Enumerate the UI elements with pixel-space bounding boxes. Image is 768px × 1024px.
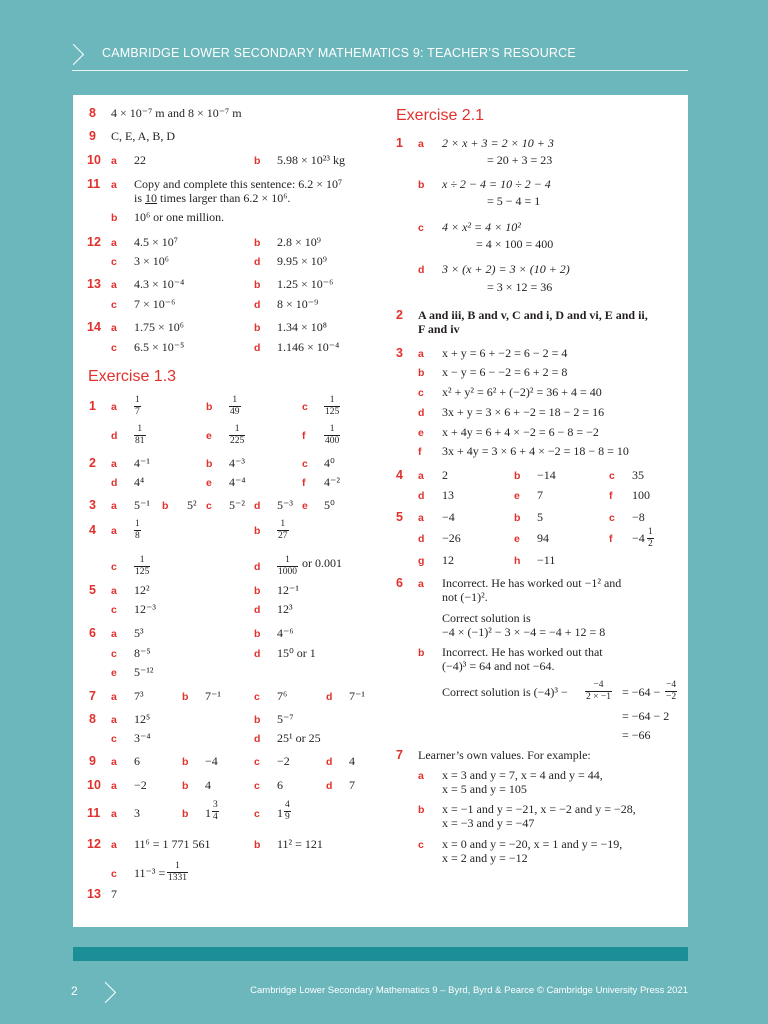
part-label: b (254, 279, 261, 291)
answer-text: x + y = 6 + −2 = 6 − 2 = 4 (442, 346, 568, 360)
part-label: b (254, 322, 261, 334)
part-label: a (111, 628, 117, 640)
part-label: c (111, 868, 117, 880)
answer-text: −4 (632, 531, 645, 545)
question-number: 7 (396, 748, 403, 762)
question-number: 9 (89, 754, 96, 768)
answer-text: 13 (442, 488, 454, 502)
answer-text: not (−1)². (442, 590, 488, 604)
part-label: c (609, 512, 615, 524)
answer-text: x − y = 6 − −2 = 6 + 2 = 8 (442, 365, 568, 379)
answer-text: = 4 × 100 = 400 (476, 237, 554, 251)
answer-text: = 5 − 4 = 1 (487, 194, 541, 208)
answer-text: x = 5 and y = 105 (442, 782, 527, 796)
answer-text: −4 × (−1)² − 3 × −4 = −4 + 12 = 8 (442, 625, 606, 639)
part-label: a (111, 237, 117, 249)
chevron-right-icon (63, 44, 84, 65)
question-number: 2 (396, 308, 403, 322)
answer-text: 7⁶ (277, 689, 288, 703)
answer-text: 8 × 10⁻⁹ (277, 297, 319, 311)
chevron-right-icon (95, 982, 116, 1003)
answer-text: or 0.001 (302, 556, 342, 570)
fraction: $\frac{1}{2}$ (648, 527, 653, 549)
part-label: a (418, 470, 424, 482)
part-label: d (254, 604, 261, 616)
question-number: 1 (396, 136, 403, 150)
part-label: a (111, 179, 117, 191)
part-label: f (418, 446, 422, 458)
answer-text: x² + y² = 6² + (−2)² = 36 + 4 = 40 (442, 385, 602, 399)
part-label: a (111, 525, 117, 537)
answer-text: 11⁶ = 1 771 561 (134, 837, 211, 851)
part-label: d (418, 264, 425, 276)
answer-text: 25¹ or 25 (277, 731, 321, 745)
answer-text: Learner’s own values. For example: (418, 748, 591, 762)
answer-text: is 10 times larger than 6.2 × 10⁶. (134, 191, 291, 205)
answer-text: 1.34 × 10⁸ (277, 320, 327, 334)
part-label: d (254, 256, 261, 268)
answer-text: −4 (205, 754, 218, 768)
part-label: d (254, 561, 261, 573)
fraction: $\frac{1}{225}$ (230, 424, 245, 446)
part-label: d (418, 407, 425, 419)
answer-text: 3 × (x + 2) = 3 × (10 + 2) (442, 262, 570, 276)
fraction: $\frac{4}{9}$ (285, 800, 290, 822)
part-label: d (254, 342, 261, 354)
answer-text: 4⁻⁶ (277, 626, 294, 640)
answer-text: 12² (134, 583, 150, 597)
answer-text: 10⁶ or one million. (134, 210, 225, 224)
exercise-heading: Exercise 1.3 (88, 368, 177, 385)
part-label: b (182, 780, 189, 792)
question-number: 10 (87, 153, 101, 167)
part-label: a (111, 458, 117, 470)
answer-text: 4 × x² = 4 × 10² (442, 220, 521, 234)
answer-text: 7 (537, 488, 543, 502)
header-title: CAMBRIDGE LOWER SECONDARY MATHEMATICS 9: TEACHER’S RESOURCE (102, 46, 576, 60)
answer-text: x = 0 and y = −20, x = 1 and y = −19, (442, 837, 623, 851)
fraction: $\frac{1}{125}$ (135, 555, 150, 577)
answer-text: 3x + y = 3 × 6 + −2 = 18 − 2 = 16 (442, 405, 605, 419)
part-label: e (302, 500, 308, 512)
answer-text: 7 × 10⁻⁶ (134, 297, 176, 311)
part-label: d (254, 299, 261, 311)
answer-text: 11² = 121 (277, 837, 323, 851)
part-label: b (514, 470, 521, 482)
question-number: 1 (89, 399, 96, 413)
part-label: d (326, 780, 333, 792)
answer-text: = 3 × 12 = 36 (487, 280, 553, 294)
part-label: d (111, 477, 118, 489)
part-label: a (111, 279, 117, 291)
part-label: e (111, 667, 117, 679)
answer-text: 2 × x + 3 = 2 × 10 + 3 (442, 136, 554, 150)
answer-text: 4 (349, 754, 355, 768)
fraction: $\frac{1}{125}$ (325, 395, 340, 417)
part-label: a (111, 500, 117, 512)
answer-text: (−4)³ = 64 and not −64. (442, 659, 555, 673)
answer-text: x ÷ 2 − 4 = 10 ÷ 2 − 4 (442, 177, 551, 191)
answer-text: 1.75 × 10⁶ (134, 320, 184, 334)
answer-text: 12³ (277, 602, 293, 616)
answer-text: 11⁻³ = (134, 866, 166, 880)
answer-text: 5⁻² (229, 498, 245, 512)
answer-text: 1.25 × 10⁻⁶ (277, 277, 334, 291)
part-label: g (418, 555, 425, 567)
answer-text: 8⁻⁵ (134, 646, 151, 660)
exercise-heading: Exercise 2.1 (396, 107, 485, 124)
part-label: b (206, 458, 213, 470)
answer-text: −2 (277, 754, 290, 768)
answer-text: = −64 − (622, 685, 661, 699)
answer-text: 4.5 × 10⁷ (134, 235, 178, 249)
answer-text: F and iv (418, 322, 460, 336)
question-number: 12 (87, 235, 101, 249)
answer-text: 12 (442, 553, 454, 567)
part-label: d (111, 430, 118, 442)
answer-text: = −64 − 2 (622, 709, 670, 723)
question-number: 13 (87, 277, 101, 291)
answer-text: C, E, A, B, D (111, 129, 176, 143)
answer-text: 3⁻⁴ (134, 731, 151, 745)
part-label: c (254, 691, 260, 703)
answer-text: 1 (277, 806, 283, 820)
part-label: h (514, 555, 521, 567)
part-label: c (111, 299, 117, 311)
part-label: e (206, 477, 212, 489)
answer-text: −4 (442, 510, 455, 524)
page-number: 2 (71, 984, 78, 998)
part-label: a (111, 322, 117, 334)
answer-text: A and iii, B and v, C and i, D and vi, E and ii, (418, 308, 648, 322)
answer-text: 7⁻¹ (205, 689, 221, 703)
part-label: c (111, 604, 117, 616)
part-label: a (111, 691, 117, 703)
question-number: 11 (87, 177, 101, 191)
part-label: f (302, 430, 306, 442)
part-label: c (302, 401, 308, 413)
part-label: c (206, 500, 212, 512)
part-label: d (326, 756, 333, 768)
part-label: b (254, 839, 261, 851)
part-label: a (111, 714, 117, 726)
question-number: 2 (89, 456, 96, 470)
part-label: a (111, 585, 117, 597)
part-label: f (609, 490, 613, 502)
question-number: 4 (89, 523, 96, 537)
fraction: $\frac{3}{4}$ (213, 800, 218, 822)
answer-text: 5⁻⁷ (277, 712, 294, 726)
answer-text: Copy and complete this sentence: 6.2 × 10⁷ (134, 177, 343, 191)
answer-text: 3 (134, 806, 140, 820)
part-label: e (514, 490, 520, 502)
part-label: b (254, 628, 261, 640)
answer-text: 4⁻¹ (134, 456, 150, 470)
answer-text: = 20 + 3 = 23 (487, 153, 553, 167)
part-label: d (254, 648, 261, 660)
part-label: c (418, 387, 424, 399)
part-label: b (418, 647, 425, 659)
answer-text: Correct solution is (−4)³ − (442, 685, 568, 699)
part-label: c (254, 756, 260, 768)
answer-text: 5 (537, 510, 543, 524)
part-label: c (111, 342, 117, 354)
question-number: 12 (87, 837, 101, 851)
part-label: c (609, 470, 615, 482)
answer-text: 15⁰ or 1 (277, 646, 316, 660)
question-number: 7 (89, 689, 96, 703)
part-label: d (254, 733, 261, 745)
part-label: b (182, 756, 189, 768)
question-number: 9 (89, 129, 96, 143)
part-label: a (111, 155, 117, 167)
answer-text: 4⁻² (324, 475, 340, 489)
part-label: b (182, 691, 189, 703)
answer-text: 3x + 4y = 3 × 6 + 4 × −2 = 18 − 8 = 10 (442, 444, 629, 458)
fraction: $\frac{1}{7}$ (135, 395, 140, 417)
part-label: c (418, 222, 424, 234)
question-number: 3 (89, 498, 96, 512)
answer-text: 4 × 10⁻⁷ m and 8 × 10⁻⁷ m (111, 106, 242, 120)
fraction: $\frac{1}{8}$ (135, 519, 140, 541)
answer-text: −8 (632, 510, 645, 524)
part-label: b (206, 401, 213, 413)
answer-text: 9.95 × 10⁹ (277, 254, 327, 268)
answer-text: 6.5 × 10⁻⁵ (134, 340, 185, 354)
question-number: 8 (89, 712, 96, 726)
footer-bar (73, 947, 688, 961)
part-label: a (418, 770, 424, 782)
answer-text: 22 (134, 153, 146, 167)
question-number: 10 (87, 778, 101, 792)
answer-text: 35 (632, 468, 644, 482)
part-label: b (162, 500, 169, 512)
fraction: $\frac{1}{1000}$ (278, 555, 297, 577)
part-label: c (254, 808, 260, 820)
part-label: a (418, 348, 424, 360)
part-label: b (514, 512, 521, 524)
answer-text: 5⁻³ (277, 498, 293, 512)
question-number: 13 (87, 887, 101, 901)
fraction: $\frac{1}{400}$ (325, 424, 340, 446)
part-label: d (418, 533, 425, 545)
question-number: 3 (396, 346, 403, 360)
answer-text: 6 (134, 754, 140, 768)
question-number: 6 (89, 626, 96, 640)
fraction: $\frac{-4}{2 \times -1}$ (586, 680, 611, 702)
answer-text: 94 (537, 531, 549, 545)
answer-text: Incorrect. He has worked out that (442, 645, 603, 659)
part-label: a (111, 839, 117, 851)
fraction: $\frac{1}{49}$ (230, 395, 240, 417)
part-label: d (254, 500, 261, 512)
answer-text: 5.98 × 10²³ kg (277, 153, 345, 167)
part-label: a (111, 756, 117, 768)
part-label: f (302, 477, 306, 489)
answer-text: 7 (111, 887, 117, 901)
question-number: 5 (396, 510, 403, 524)
question-number: 11 (87, 806, 101, 820)
part-label: e (514, 533, 520, 545)
answer-text: 5³ (134, 626, 144, 640)
footer-credit: Cambridge Lower Secondary Mathematics 9 – Byrd, Byrd & Pearce © Cambridge University Press 2021 (250, 985, 688, 996)
part-label: b (254, 585, 261, 597)
answer-text: 4⁰ (324, 456, 335, 470)
part-label: e (206, 430, 212, 442)
answer-text: 12⁻¹ (277, 583, 299, 597)
answer-text: x = −1 and y = −21, x = −2 and y = −28, (442, 802, 636, 816)
answer-text: 5⁰ (324, 498, 335, 512)
answer-text: x = 3 and y = 7, x = 4 and y = 44, (442, 768, 603, 782)
part-label: b (111, 212, 118, 224)
page-header (0, 0, 768, 72)
header-rule (72, 70, 688, 71)
fraction: $\frac{1}{1331}$ (168, 861, 187, 883)
answer-text: 5⁻¹² (134, 665, 154, 679)
answer-text: 12⁵ (134, 712, 151, 726)
answer-text: 6 (277, 778, 283, 792)
answer-text: Correct solution is (442, 611, 531, 625)
answer-text: 4⁻⁴ (229, 475, 246, 489)
question-number: 14 (87, 320, 101, 334)
answer-text: 7⁻¹ (349, 689, 365, 703)
answer-text: 1 (205, 806, 211, 820)
answer-text: = −66 (622, 728, 651, 742)
part-label: a (111, 401, 117, 413)
answer-text: x = 2 and y = −12 (442, 851, 528, 865)
part-label: e (418, 427, 424, 439)
question-number: 8 (89, 106, 96, 120)
part-label: d (326, 691, 333, 703)
part-label: f (609, 533, 613, 545)
fraction: $\frac{-4}{-2}$ (666, 680, 677, 702)
answer-text: 1.146 × 10⁻⁴ (277, 340, 340, 354)
part-label: b (418, 179, 425, 191)
answer-text: −11 (537, 553, 556, 567)
part-label: c (111, 561, 117, 573)
answer-text: 5² (187, 498, 197, 512)
part-label: a (111, 808, 117, 820)
fraction: $\frac{1}{27}$ (278, 519, 288, 541)
answer-text: 4⁻³ (229, 456, 245, 470)
part-label: a (418, 578, 424, 590)
answer-text: 3 × 10⁶ (134, 254, 169, 268)
answer-text: x = −3 and y = −47 (442, 816, 535, 830)
part-label: b (418, 804, 425, 816)
answer-text: 4⁴ (134, 475, 145, 489)
question-number: 4 (396, 468, 403, 482)
part-label: b (254, 237, 261, 249)
answer-text: 2 (442, 468, 448, 482)
part-label: b (254, 525, 261, 537)
question-number: 6 (396, 576, 403, 590)
part-label: a (418, 138, 424, 150)
part-label: c (111, 733, 117, 745)
part-label: b (254, 155, 261, 167)
answer-text: 4 (205, 778, 211, 792)
answer-text: 12⁻³ (134, 602, 156, 616)
answer-text: 5⁻¹ (134, 498, 150, 512)
part-label: c (302, 458, 308, 470)
part-label: b (418, 367, 425, 379)
part-label: a (111, 780, 117, 792)
part-label: c (254, 780, 260, 792)
part-label: b (254, 714, 261, 726)
answer-text: 2.8 × 10⁹ (277, 235, 321, 249)
answer-text: Incorrect. He has worked out −1² and (442, 576, 622, 590)
part-label: b (182, 808, 189, 820)
part-label: c (418, 839, 424, 851)
answer-text: 7 (349, 778, 355, 792)
fraction: $\frac{1}{81}$ (135, 424, 145, 446)
answer-text: −26 (442, 531, 461, 545)
part-label: a (418, 512, 424, 524)
answer-text: x + 4y = 6 + 4 × −2 = 6 − 8 = −2 (442, 425, 599, 439)
answer-text: 100 (632, 488, 650, 502)
part-label: c (111, 256, 117, 268)
answer-text: 4.3 × 10⁻⁴ (134, 277, 185, 291)
answer-text: −2 (134, 778, 147, 792)
part-label: d (418, 490, 425, 502)
answer-text: 7³ (134, 689, 144, 703)
question-number: 5 (89, 583, 96, 597)
answer-text: −14 (537, 468, 556, 482)
part-label: c (111, 648, 117, 660)
